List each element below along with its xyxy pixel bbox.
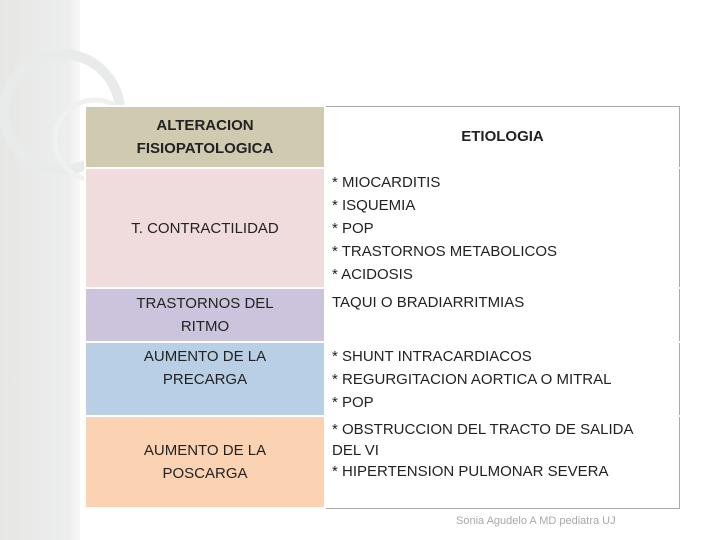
table-row: [85, 168, 680, 288]
pathophysiology-table: [84, 105, 680, 509]
alteration-cell: [85, 288, 325, 342]
etiology-line: * HIPERTENSION PULMONAR SEVERA: [332, 463, 609, 480]
etiology-line: * TRASTORNOS METABOLICOS: [332, 242, 558, 260]
alteration-line: AUMENTO DE LA: [143, 348, 267, 365]
header-alteration-line: ALTERACION: [156, 117, 254, 134]
etiology-line: * OBSTRUCCION DEL TRACTO DE SALIDA: [332, 421, 634, 438]
header-etiology: ETIOLOGIA: [325, 106, 680, 168]
alteration-line: T. CONTRACTILIDAD: [131, 219, 279, 237]
table-row: [85, 288, 680, 342]
etiology-cell: [325, 416, 680, 508]
etiology-line: * SHUNT INTRACARDIACOS: [332, 347, 532, 365]
alteration-cell: [85, 168, 325, 288]
etiology-cell: [325, 168, 680, 288]
left-decorative-bar: [0, 0, 80, 540]
etiology-line: * POP: [332, 393, 374, 411]
etiology-line: * REGURGITACION AORTICA O MITRAL: [332, 370, 612, 388]
footer-author: Sonia Agudelo A MD pediatra UJ: [456, 515, 616, 527]
etiology-line: * ACIDOSIS: [332, 265, 413, 283]
etiology-line: DEL VI: [332, 442, 379, 459]
alteration-cell: [85, 342, 325, 416]
etiology-cell: [325, 342, 680, 416]
etiology-line: TAQUI O BRADIARRITMIAS: [332, 294, 525, 311]
alteration-line: AUMENTO DE LA: [143, 442, 267, 459]
alteration-line: TRASTORNOS DEL: [136, 295, 274, 312]
table-header-row: [85, 106, 680, 168]
alteration-cell: [85, 416, 325, 508]
etiology-line: * POP: [332, 219, 374, 237]
alteration-line: RITMO: [180, 318, 230, 335]
etiology-cell: [325, 288, 680, 342]
table-row: [85, 342, 680, 416]
alteration-line: POSCARGA: [162, 465, 248, 482]
header-alteration-line: FISIOPATOLOGICA: [136, 140, 274, 157]
etiology-line: * ISQUEMIA: [332, 196, 416, 214]
header-alteration: [85, 106, 325, 168]
alteration-line: PRECARGA: [162, 371, 248, 388]
table-row: [85, 416, 680, 508]
etiology-line: * MIOCARDITIS: [332, 173, 441, 191]
